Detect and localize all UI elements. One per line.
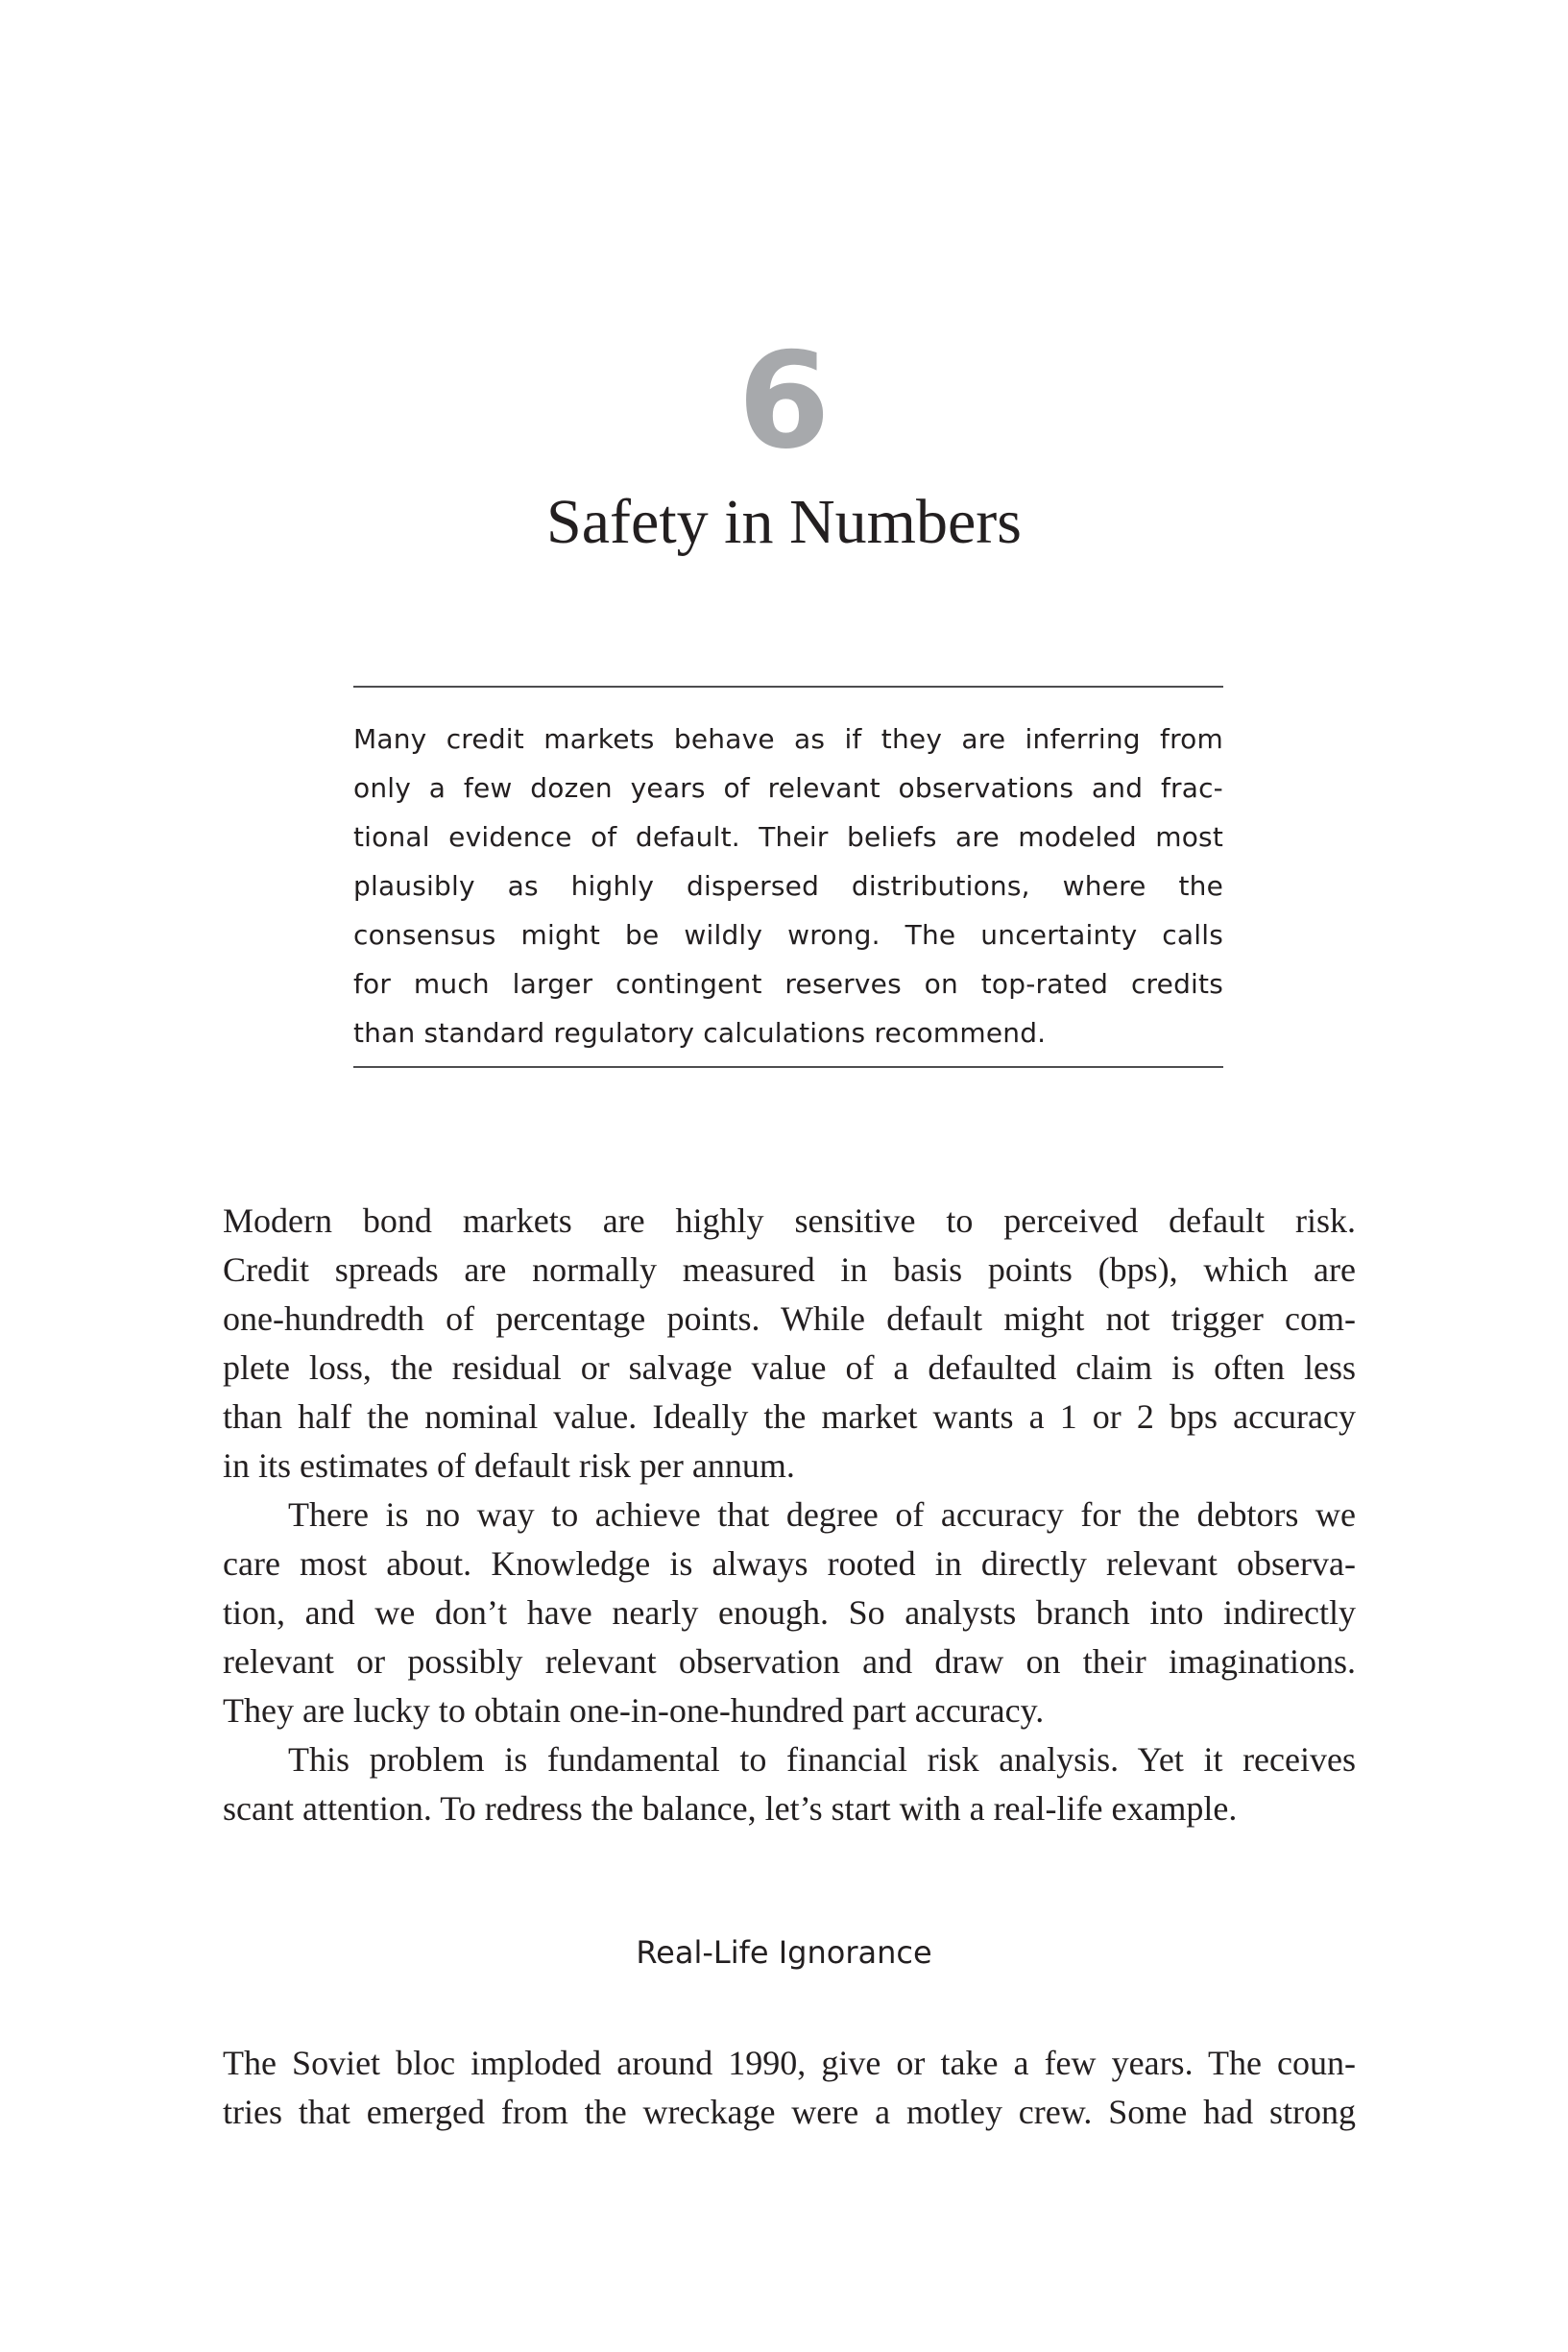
paragraph-3 [223,1735,1356,1833]
body-text [223,1197,1356,1833]
abstract-text [353,715,1223,1057]
abstract-line: tional evidence of default. Their beliefs are modeled most [353,821,1223,853]
chapter-number: 6 [737,324,831,478]
text-line: in its estimates of default risk per annum. [223,1446,795,1485]
text-line: scant attention. To redress the balance, let’s start with a real-life example. [223,1789,1238,1828]
text-line: relevant or possibly relevant observation and draw on their imaginations. [223,1642,1356,1681]
chapter-abstract [353,686,1223,1068]
text-line: than half the nominal value. Ideally the market wants a 1 or 2 bps accuracy [223,1397,1356,1436]
text-line: plete loss, the residual or salvage value of a defaulted claim is often less [223,1348,1356,1387]
text-line: tries that emerged from the wreckage were a motley crew. Some had strong [223,2093,1356,2131]
abstract-line: consensus might be wildly wrong. The uncertainty calls [353,919,1223,951]
section-heading: Real-Life Ignorance [636,1934,932,1971]
chapter-title: Safety in Numbers [546,487,1022,557]
abstract-line: only a few dozen years of relevant observations and frac- [353,772,1223,804]
text-line: There is no way to achieve that degree of accuracy for the debtors we [288,1495,1356,1534]
text-line: This problem is fundamental to financial risk analysis. Yet it receives [288,1740,1356,1779]
abstract-line: than standard regulatory calculations recommend. [353,1017,1047,1049]
text-line: Credit spreads are normally measured in basis points (bps), which are [223,1250,1356,1289]
text-line: The Soviet bloc imploded around 1990, give or take a few years. The coun- [223,2044,1356,2082]
text-line: care most about. Knowledge is always rooted in directly relevant observa- [223,1544,1356,1583]
paragraph-1 [223,1197,1356,1491]
section-body-text [223,2039,1356,2137]
abstract-line: for much larger contingent reserves on top-rated credits [353,968,1223,1000]
paragraph-2 [223,1491,1356,1735]
text-line: They are lucky to obtain one-in-one-hundred part accuracy. [223,1691,1045,1730]
text-line: Modern bond markets are highly sensitive to perceived default risk. [223,1201,1356,1240]
abstract-line: plausibly as highly dispersed distributions, where the [353,870,1223,902]
abstract-line: Many credit markets behave as if they are inferring from [353,723,1223,755]
text-line: one-hundredth of percentage points. While default might not trigger com- [223,1299,1356,1338]
text-line: tion, and we don’t have nearly enough. So analysts branch into indirectly [223,1593,1356,1632]
paragraph-4 [223,2039,1356,2137]
